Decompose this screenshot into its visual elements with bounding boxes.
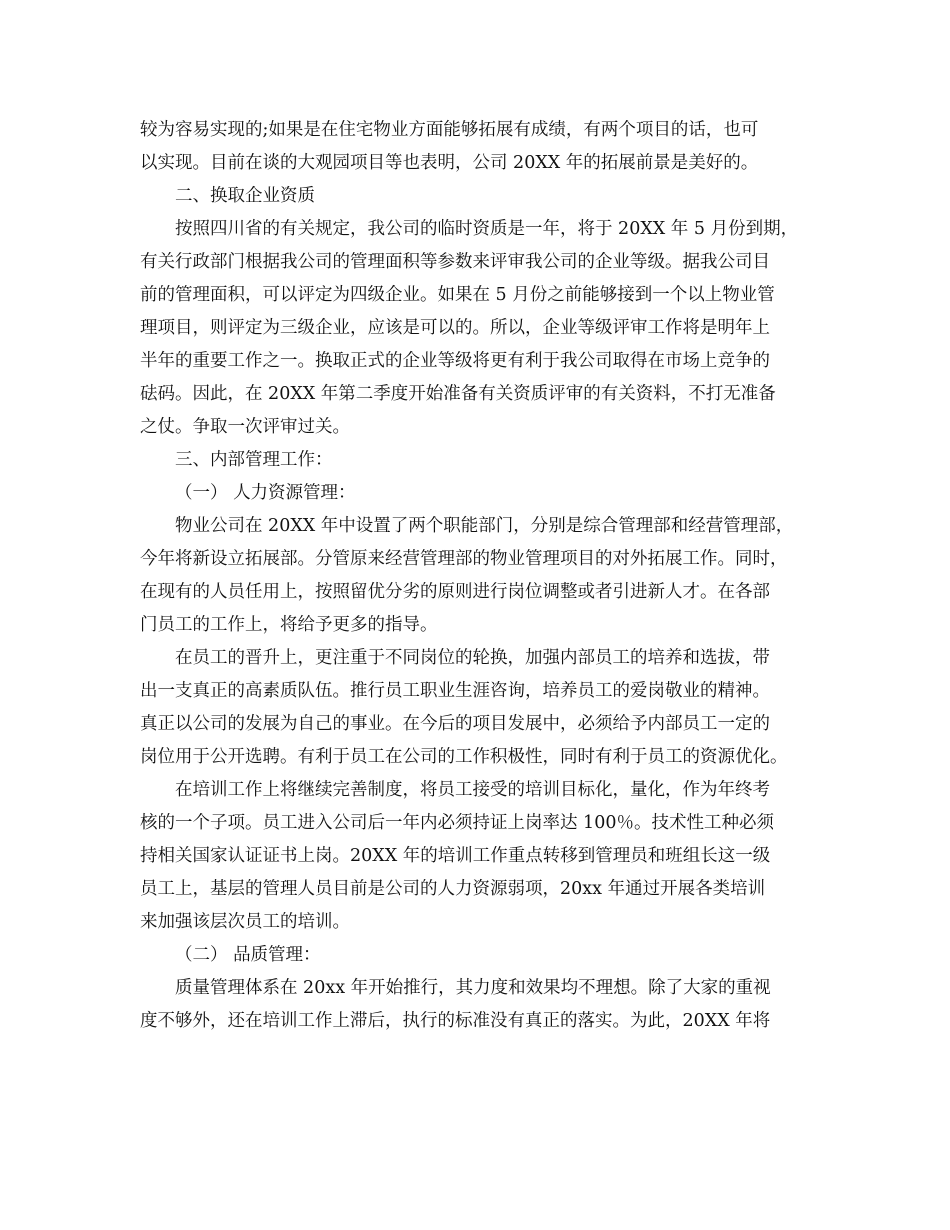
text-line: 在员工的晋升上，更注重于不同岗位的轮换，加强内部员工的培养和选拔，带: [175, 648, 770, 668]
text-line: 真正以公司的发展为自己的事业。在今后的项目发展中，必须给予内部员工一定的: [140, 714, 770, 734]
text-line: 岗位用于公开选聘。有利于员工在公司的工作积极性，同时有利于员工的资源优化。: [140, 747, 788, 767]
text-line: 物业公司在 20XX 年中设置了两个职能部门，分别是综合管理部和经营管理部，: [175, 516, 794, 536]
text-line: 有关行政部门根据我公司的管理面积等参数来评审我公司的企业等级。据我公司目: [140, 252, 770, 272]
subsection-heading: （二） 品质管理：: [175, 945, 321, 965]
text-line: 今年将新设立拓展部。分管原来经营管理部的物业管理项目的对外拓展工作。同时，: [140, 549, 788, 569]
text-line: 门员工的工作上，将给予更多的指导。: [140, 615, 438, 635]
text-line: 持相关国家认证证书上岗。20XX 年的培训工作重点转移到管理员和班组长这一级: [140, 846, 771, 866]
section-heading: 三、内部管理工作：: [175, 450, 333, 470]
subsection-heading: （一） 人力资源管理：: [175, 483, 356, 503]
text-line: 按照四川省的有关规定，我公司的临时资质是一年，将于 20XX 年 5 月份到期，: [175, 219, 799, 239]
text-line: 之仗。争取一次评审过关。: [140, 417, 350, 437]
text-line: 员工上，基层的管理人员目前是公司的人力资源弱项，20xx 年通过开展各类培训: [140, 879, 766, 899]
text-line: 理项目，则评定为三级企业，应该是可以的。所以，企业等级评审工作将是明年上: [140, 318, 770, 338]
text-line: 在现有的人员任用上，按照留优分劣的原则进行岗位调整或者引进新人才。在各部: [140, 582, 770, 602]
text-line: 出一支真正的高素质队伍。推行员工职业生涯咨询，培养员工的爱岗敬业的精神。: [140, 681, 770, 701]
text-line: 前的管理面积，可以评定为四级企业。如果在 5 月份之前能够接到一个以上物业管: [140, 285, 775, 305]
text-line: 砝码。因此，在 20XX 年第二季度开始准备有关资质评审的有关资料，不打无准备: [140, 384, 776, 404]
text-line: 度不够外，还在培训工作上滞后，执行的标准没有真正的落实。为此，20XX 年将: [140, 1011, 771, 1031]
text-line: 半年的重要工作之一。换取正式的企业等级将更有利于我公司取得在市场上竞争的: [140, 351, 770, 371]
text-line: 来加强该层次员工的培训。: [140, 912, 350, 932]
text-line: 质量管理体系在 20xx 年开始推行，其力度和效果均不理想。除了大家的重视: [175, 978, 771, 998]
text-line: 以实现。目前在谈的大观园项目等也表明，公司 20XX 年的拓展前景是美好的。: [140, 153, 759, 173]
section-heading: 二、换取企业资质: [175, 186, 315, 206]
text-line: 较为容易实现的;如果是在住宅物业方面能够拓展有成绩，有两个项目的话，也可: [140, 120, 759, 140]
text-line: 在培训工作上将继续完善制度，将员工接受的培训目标化，量化，作为年终考: [175, 780, 770, 800]
text-line: 核的一个子项。员工进入公司后一年内必须持证上岗率达 100％。技术性工种必须: [140, 813, 774, 833]
